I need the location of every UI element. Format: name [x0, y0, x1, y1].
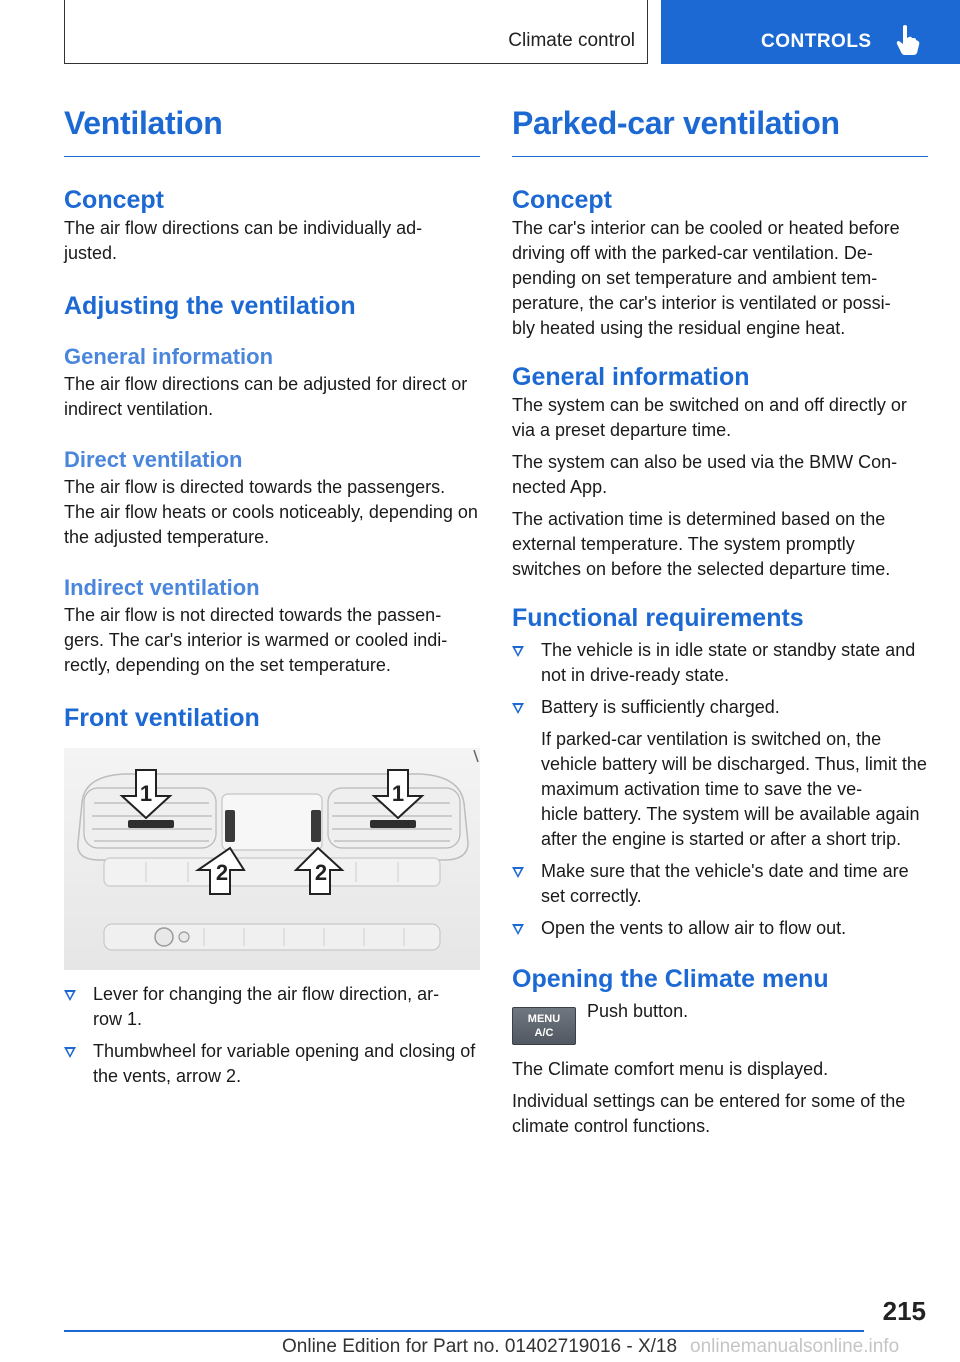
- controls-tab[interactable]: [661, 0, 960, 64]
- front-ventilation-heading: Front ventilation: [64, 704, 260, 732]
- header-section-box: [64, 0, 648, 64]
- menu-ac-button[interactable]: MENU A/C: [512, 1007, 576, 1045]
- indirect-ventilation-text: The air flow is not directed towards the passen‐ gers. The car's interior is warmed or cooled indi‐ rectly, depending on the set temperature.: [64, 605, 448, 675]
- general-info-p3: The activation time is determined based on the external temperature. The system promptly switches on before the selected departure time.: [512, 509, 891, 579]
- front-vents-figure: [64, 748, 480, 970]
- dashboard-vents-image: [64, 748, 480, 970]
- individual-settings-text: Individual settings can be entered for some of the climate control functions.: [512, 1091, 906, 1136]
- functional-requirements-list: [512, 638, 928, 941]
- left-column: [64, 100, 480, 1089]
- bullet-triangle-icon: [512, 703, 524, 714]
- controls-tab-label: CONTROLS: [761, 31, 872, 52]
- adjusting-heading: Adjusting the ventilation: [64, 292, 356, 320]
- indirect-ventilation-heading: Indirect ventilation: [64, 575, 260, 600]
- concept-text: The air flow directions can be individually ad‐ justed.: [64, 218, 423, 263]
- list-item: Thumbwheel for variable opening and closing of the vents, arrow 2.: [64, 1039, 480, 1089]
- menu-button-row: [512, 1001, 928, 1057]
- arrow-label-1-right: 1: [391, 781, 405, 806]
- bullet-triangle-icon: [64, 990, 76, 1001]
- arrow-label-1-left: 1: [139, 781, 153, 806]
- climate-menu-heading: Opening the Climate menu: [512, 965, 829, 993]
- battery-note: If parked-car ventilation is switched on, the vehicle battery will be discharged. Thus, limit the maximum activation time to save the ve‐ hicle battery. The system will be available again after the engine is started or after a short trip.: [541, 729, 927, 849]
- watermark: onlinemanualsonline.info: [690, 1336, 900, 1357]
- section-title: Climate control: [508, 30, 635, 51]
- list-item: Open the vents to allow air to flow out.: [512, 916, 928, 941]
- front-ventilation-list: [64, 982, 480, 1089]
- bullet-triangle-icon: [64, 1047, 76, 1058]
- bullet-triangle-icon: [512, 646, 524, 657]
- right-column: [512, 100, 928, 1139]
- direct-ventilation-heading: Direct ventilation: [64, 447, 243, 472]
- concept-heading: Concept: [512, 186, 612, 214]
- general-info-heading: General information: [64, 344, 274, 369]
- list-item: Battery is sufficiently charged. If parked-car ventilation is switched on, the vehicle battery will be discharged. Thus, limit the maximum activation time to save the ve‐ hicle battery. The system will be available again after the engine is started or after a short trip.: [512, 695, 928, 852]
- hand-pointer-icon: [895, 24, 921, 56]
- footer-divider: [64, 1330, 864, 1332]
- ventilation-title: Ventilation: [64, 100, 480, 157]
- bullet-triangle-icon: [512, 924, 524, 935]
- menu-displayed-text: The Climate comfort menu is displayed.: [512, 1059, 829, 1079]
- arrow-label-2-right: 2: [314, 860, 328, 885]
- concept-heading: Concept: [64, 186, 164, 214]
- edition-text: Online Edition for Part no. 01402719016 - X/18: [282, 1336, 678, 1357]
- arrow-label-2-left: 2: [215, 860, 229, 885]
- general-info-heading: General information: [512, 363, 750, 391]
- general-info-p2: The system can also be used via the BMW Con‐ nected App.: [512, 452, 898, 497]
- functional-requirements-heading: Functional requirements: [512, 604, 804, 632]
- bullet-triangle-icon: [512, 867, 524, 878]
- list-item: Make sure that the vehicle's date and time are set correctly.: [512, 859, 928, 909]
- general-info-p1: The system can be switched on and off directly or via a preset departure time.: [512, 395, 907, 440]
- page-number: 215: [882, 1296, 926, 1326]
- list-item: The vehicle is in idle state or standby state and not in drive-ready state.: [512, 638, 928, 688]
- parked-car-title: Parked-car ventilation: [512, 100, 928, 157]
- concept-text: The car's interior can be cooled or heated before driving off with the parked-car ventilation. De‐ pending on set temperature and ambient tem‐ perature, the car's interior is ventilated or possi‐ bly heated using the residual engine heat.: [512, 218, 900, 338]
- direct-ventilation-text: The air flow is directed towards the passengers. The air flow heats or cools noticeably, depending on the adjusted temperature.: [64, 477, 478, 547]
- push-button-text: Push button.: [587, 1001, 689, 1021]
- list-item: Lever for changing the air flow direction, ar‐ row 1.: [64, 982, 480, 1032]
- general-info-text: The air flow directions can be adjusted for direct or indirect ventilation.: [64, 374, 468, 419]
